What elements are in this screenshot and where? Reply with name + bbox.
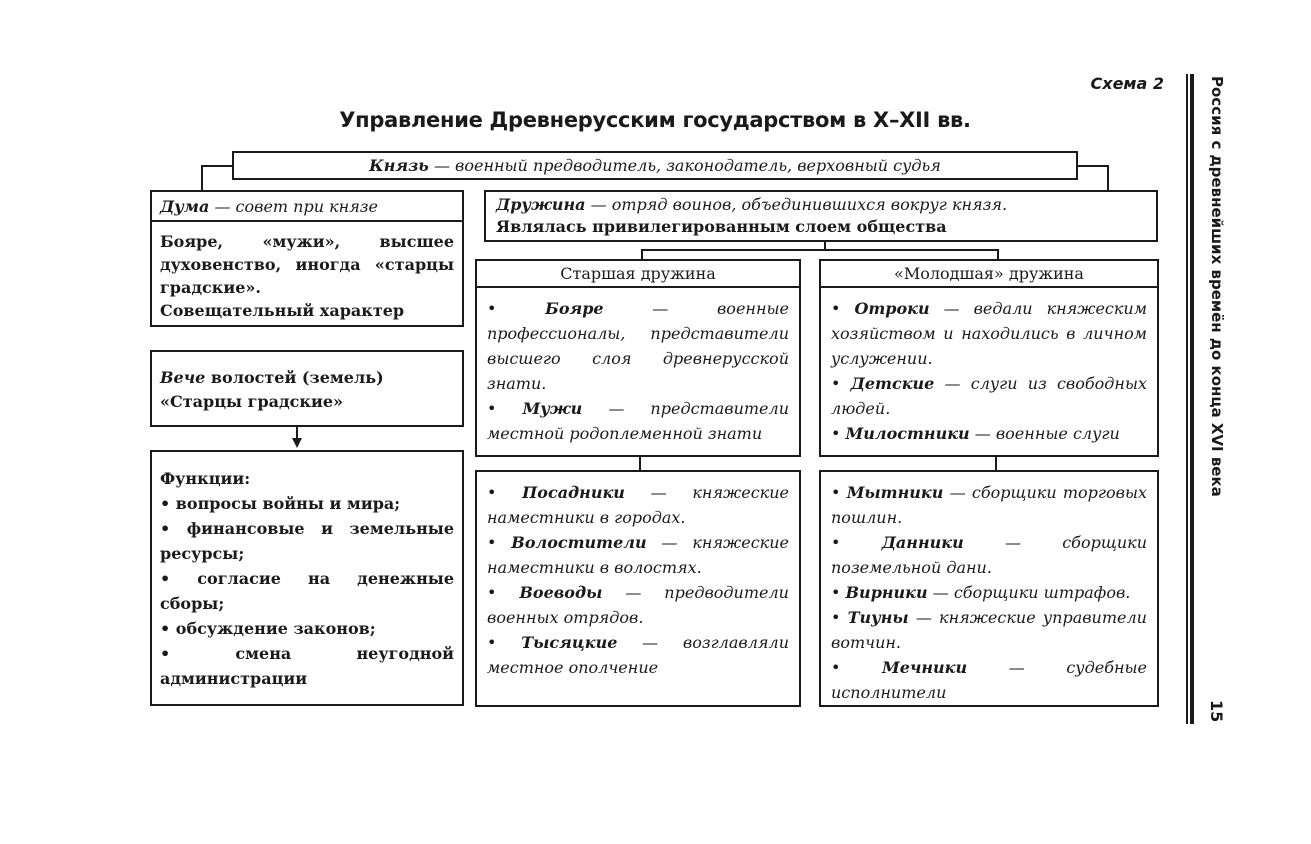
list-item: • Тысяцкие — возглавляли местное ополчение [487, 633, 789, 677]
veche-box [150, 350, 464, 427]
junior-members-box [819, 286, 1159, 457]
prince-box [232, 151, 1078, 180]
list-item: • Бояре — военные профессионалы, представители высшего слоя древнерусской знати. [487, 299, 789, 393]
list-item: • Посадники — княжеские наместники в городах. [487, 483, 789, 527]
prince-definition: — военный предводитель, законодатель, верховный судья [428, 156, 941, 175]
duma-term: Дума [160, 197, 210, 216]
list-item: • обсуждение законов; [160, 619, 376, 638]
junior-druzhina-header: «Молодшая» дружина [819, 259, 1159, 288]
druzhina-term: Дружина [496, 195, 586, 214]
veche-rest: волостей (земель) [205, 368, 384, 387]
duma-definition: — совет при князе [209, 197, 378, 216]
list-item: • Милостники — военные слуги [831, 424, 1120, 443]
list-item: • Детские — слуги из свободных людей. [831, 374, 1148, 418]
functions-heading: Функции: [160, 469, 251, 488]
connector [1107, 165, 1109, 191]
list-item: • вопросы войны и мира; [160, 494, 401, 513]
list-item: • Мужи — представители местной родоплеменной знати [487, 399, 789, 443]
druzhina-box [484, 190, 1158, 242]
running-title: Россия с древнейших времён до конца XVI века [1208, 76, 1226, 497]
veche-elders: «Старцы градские» [160, 392, 343, 411]
senior-members-box [475, 286, 801, 457]
connector [995, 456, 997, 471]
list-item: • Тиуны — княжеские управители вотчин. [831, 608, 1147, 652]
page-number: 15 [1207, 700, 1226, 723]
druzhina-definition: — отряд воинов, объединившихся вокруг князя. [585, 195, 1008, 214]
list-item: • согласие на денежные сборы; [160, 569, 454, 613]
list-item: • Волостители — княжеские наместники в волостях. [487, 533, 789, 577]
arrow-down-icon [292, 438, 302, 448]
connector [1077, 165, 1108, 167]
duma-character: Совещательный характер [160, 301, 405, 320]
sidebar-rule-thick [1190, 74, 1194, 724]
diagram-title: Управление Древнерусским государством в X–XII вв. [339, 108, 971, 132]
schema-label: Схема 2 [1090, 74, 1164, 93]
list-item: • Мытники — сборщики торговых пошлин. [831, 483, 1148, 527]
veche-term: Вече [160, 368, 206, 387]
list-item: • Мечники — судебные исполнители [831, 658, 1147, 702]
junior-officials-box [819, 470, 1159, 707]
duma-body [150, 220, 464, 327]
duma-members: Бояре, «мужи», высшее духовенство, иногда «старцы градские». [160, 232, 454, 297]
connector [201, 165, 233, 167]
list-item: • Отроки — ведали княжеским хозяйством и находились в личном услужении. [831, 299, 1147, 368]
senior-officials-box [475, 470, 801, 707]
list-item: • финансовые и земельные ресурсы; [160, 519, 454, 563]
functions-box [150, 450, 464, 706]
druzhina-status: Являлась привилегированным слоем общества [496, 217, 947, 236]
list-item: • Данники — сборщики поземельной дани. [831, 533, 1148, 577]
list-item: • Воеводы — предводители военных отрядов. [487, 583, 789, 627]
senior-druzhina-header: Старшая дружина [475, 259, 801, 288]
connector [641, 249, 999, 251]
list-item: • смена неугодной администрации [160, 644, 454, 688]
connector [201, 165, 203, 191]
prince-term: Князь [369, 156, 429, 175]
list-item: • Вирники — сборщики штрафов. [831, 583, 1131, 602]
sidebar-rule-thin [1186, 74, 1188, 724]
connector [639, 456, 641, 471]
duma-header [150, 190, 464, 222]
